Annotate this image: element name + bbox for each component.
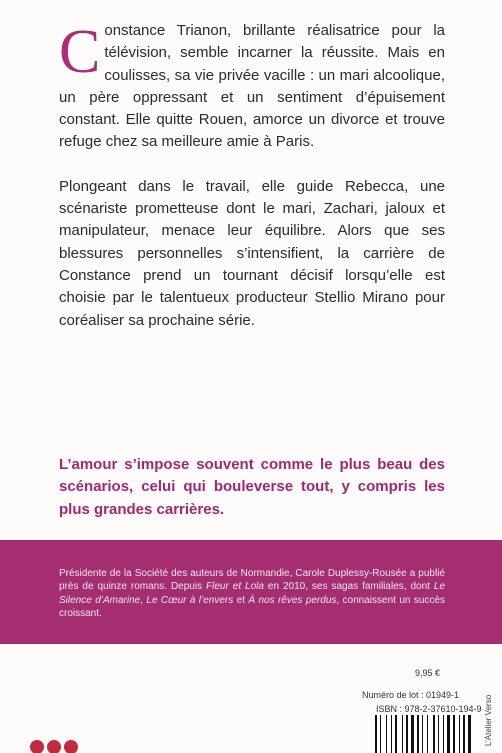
barcode-bar: [438, 715, 439, 753]
barcode-bar: [453, 715, 455, 753]
logo-mark-3: [64, 740, 78, 753]
barcode-bar: [447, 715, 450, 753]
barcode-bar: [433, 715, 435, 753]
blurb-paragraph-1-text: onstance Trianon, brillante réalisatrice pour la télévision, semble incarner la réussite. Mais en coulisses, sa vie privée vacille : un mari alcoolique, un père oppressant et un sentiment d’épuisement constant. Elle quitte Rouen, amorce un divorce et trouve refuge chez sa meilleure amie à Paris.: [59, 22, 445, 151]
author-bio: [59, 567, 445, 621]
blurb: [59, 20, 445, 354]
barcode-bar: [427, 715, 428, 753]
bio-title-3: Le Cœur à l’envers: [146, 594, 234, 606]
barcode-bar: [402, 715, 403, 753]
price: 9,95 €: [415, 668, 441, 678]
barcode-bar: [411, 715, 414, 753]
tagline: L’amour s’impose souvent comme le plus beau des scénarios, celui qui bouleverse tout, y compris les plus grandes carrières.: [59, 456, 445, 518]
bio-text-5: , connaissent un succès croissant.: [59, 594, 445, 620]
barcode-bar: [443, 715, 444, 753]
logo-mark-2: [47, 740, 61, 753]
publisher-name: L’Atelier Verso: [484, 694, 493, 746]
publisher-logo: [30, 738, 82, 753]
blurb-paragraph-1: [59, 20, 445, 154]
bio-title-4: À nos rêves perdus: [248, 594, 337, 606]
bio-text-2: en 2010, ses sagas familiales, dont: [263, 581, 434, 593]
barcode-bar: [406, 715, 408, 753]
isbn: ISBN : 978-2-37610-194-9: [376, 704, 482, 714]
barcode-bar: [386, 715, 387, 753]
barcode-bar: [459, 715, 460, 753]
bio-text-1: Présidente de la Société des auteurs de Normandie, Carole Duplessy-Rousée a publié près de quinze romans. Depuis: [59, 568, 445, 593]
barcode-bar: [391, 715, 392, 753]
bio-title-2: Le Silence d’Amarine: [59, 581, 446, 606]
barcode-bar: [417, 715, 419, 753]
bio-text-3: ,: [140, 594, 147, 606]
barcode-bar: [375, 715, 377, 753]
bio-text-4: et: [233, 594, 249, 606]
barcode-bar: [395, 715, 397, 753]
bio-title-1: Fleur et Lola: [206, 581, 264, 593]
barcode-bar: [380, 715, 381, 753]
barcode-bar: [422, 715, 423, 753]
barcode-bar: [463, 715, 465, 753]
blurb-paragraph-2: Plongeant dans le travail, elle guide Rebecca, une scénariste prometteuse dont le mari, Zachari, jaloux et manipulateur, menace leur équilibre. Alors que ses blessures personnelles s’intensifient, la carrière de Constance prend un tournant décisif lorsqu’elle est choisie par le talentueux producteur Stellio Mirano pour coréaliser sa prochaine série.: [59, 177, 445, 329]
barcode-bar: [468, 715, 471, 753]
logo-mark-1: [30, 740, 44, 753]
barcode: [371, 715, 479, 753]
drop-cap: C: [59, 18, 101, 86]
lot-number: Numéro de lot : 01949-1: [362, 690, 460, 700]
